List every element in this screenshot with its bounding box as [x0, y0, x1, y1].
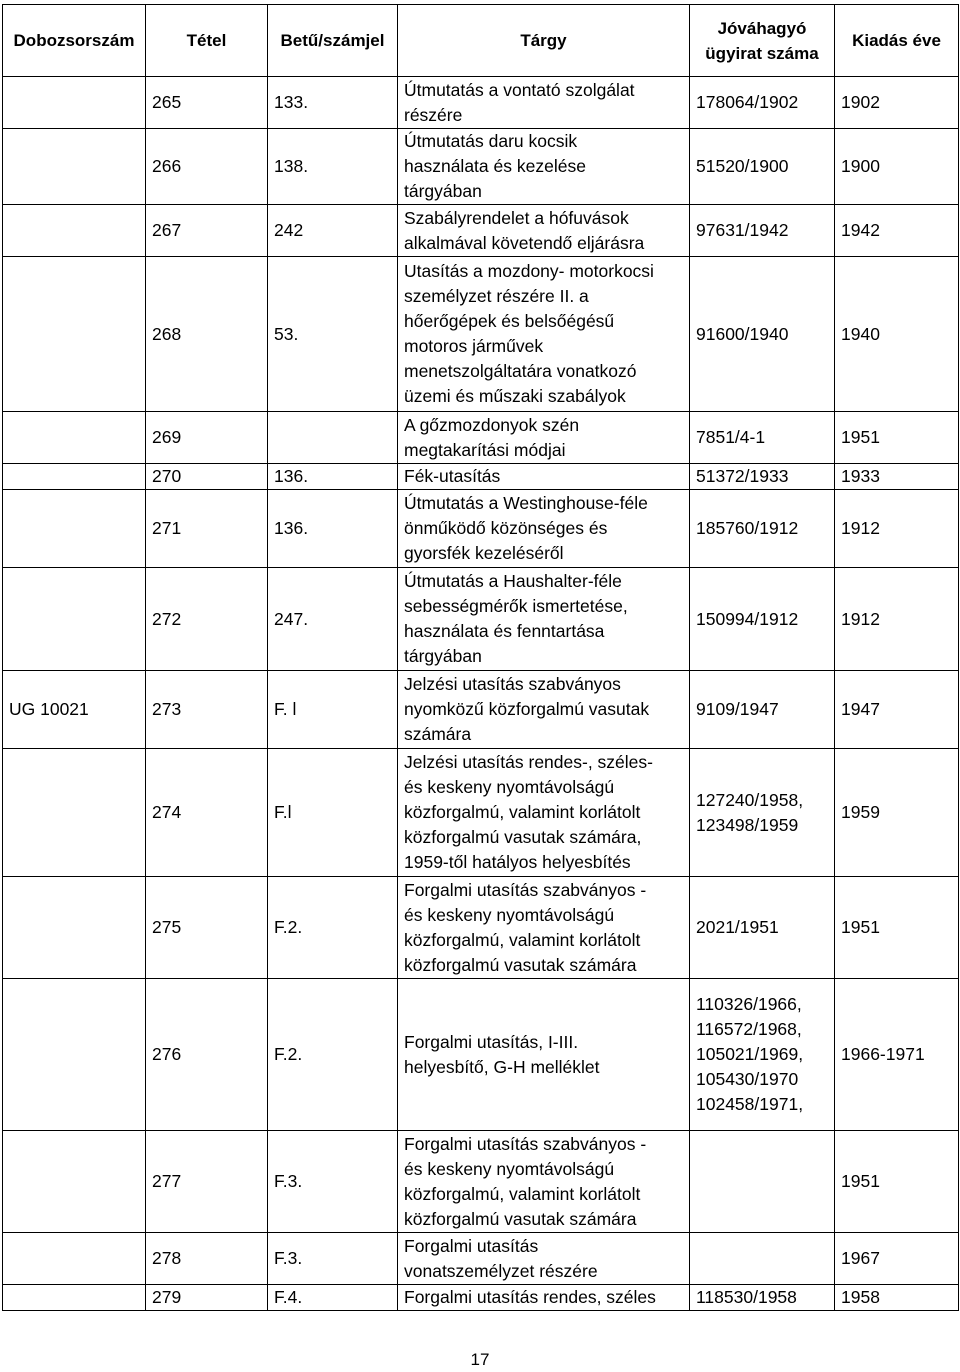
cell-box: UG 10021: [3, 671, 146, 749]
cell-code: 133.: [268, 77, 398, 129]
cell-subject: Jelzési utasítás rendes-, széles- és keskeny nyomtávolságú közforgalmú, valamint korlátolt közforgalmú vasutak számára, 1959-től hatályos helyesbítés: [398, 749, 690, 877]
cell-box: [3, 877, 146, 979]
cell-year: 1912: [835, 490, 959, 568]
cell-item: 279: [146, 1285, 268, 1311]
cell-year: 1959: [835, 749, 959, 877]
cell-ref: 9109/1947: [690, 671, 835, 749]
cell-year: 1966-1971: [835, 979, 959, 1131]
table-row: [3, 490, 959, 568]
cell-code: F.4.: [268, 1285, 398, 1311]
page-number: 17: [470, 1350, 490, 1369]
cell-item: 270: [146, 464, 268, 490]
cell-ref: 51372/1933: [690, 464, 835, 490]
cell-year: 1958: [835, 1285, 959, 1311]
cell-code: 138.: [268, 129, 398, 205]
cell-subject: Utasítás a mozdony- motorkocsi személyzet részére II. a hőerőgépek és belsőégésű motoros járművek menetszolgáltatára vonatkozó üzemi és műszaki szabályok: [398, 257, 690, 412]
cell-ref: 185760/1912: [690, 490, 835, 568]
cell-subject: Forgalmi utasítás szabványos - és keskeny nyomtávolságú közforgalmú, valamint korlátolt közforgalmú vasutak számára: [398, 877, 690, 979]
cell-subject: Forgalmi utasítás rendes, széles: [398, 1285, 690, 1311]
cell-code: 242: [268, 205, 398, 257]
cell-item: 278: [146, 1233, 268, 1285]
cell-ref: 178064/1902: [690, 77, 835, 129]
cell-year: 1951: [835, 877, 959, 979]
cell-item: 267: [146, 205, 268, 257]
cell-year: 1967: [835, 1233, 959, 1285]
cell-box: [3, 1233, 146, 1285]
cell-subject: Forgalmi utasítás, I-III. helyesbítő, G-H melléklet: [398, 979, 690, 1131]
cell-subject: Forgalmi utasítás vonatszemélyzet részére: [398, 1233, 690, 1285]
table-row: [3, 877, 959, 979]
table-row: [3, 129, 959, 205]
cell-item: 275: [146, 877, 268, 979]
cell-code: F. l: [268, 671, 398, 749]
cell-subject: Útmutatás a Westinghouse-féle önműködő közönséges és gyorsfék kezeléséről: [398, 490, 690, 568]
register-table: [2, 4, 959, 1311]
cell-item: 272: [146, 568, 268, 671]
cell-code: F.3.: [268, 1131, 398, 1233]
header-year: Kiadás éve: [835, 5, 959, 77]
cell-box: [3, 464, 146, 490]
cell-ref: [690, 1233, 835, 1285]
header-subject: Tárgy: [398, 5, 690, 77]
cell-subject: A gőzmozdonyok szén megtakarítási módjai: [398, 412, 690, 464]
cell-item: 265: [146, 77, 268, 129]
cell-code: 136.: [268, 490, 398, 568]
cell-subject: Szabályrendelet a hófuvások alkalmával követendő eljárásra: [398, 205, 690, 257]
table-row: [3, 257, 959, 412]
cell-box: [3, 412, 146, 464]
cell-item: 269: [146, 412, 268, 464]
cell-year: 1951: [835, 1131, 959, 1233]
cell-subject: Útmutatás a Haushalter-féle sebességmérők ismertetése, használata és fenntartása tárgyában: [398, 568, 690, 671]
cell-year: 1947: [835, 671, 959, 749]
cell-year: 1940: [835, 257, 959, 412]
cell-ref: 97631/1942: [690, 205, 835, 257]
cell-ref: 7851/4-1: [690, 412, 835, 464]
table-row: [3, 77, 959, 129]
header-row: [3, 5, 959, 77]
cell-ref: 118530/1958: [690, 1285, 835, 1311]
cell-code: 53.: [268, 257, 398, 412]
cell-year: 1942: [835, 205, 959, 257]
cell-ref: 2021/1951: [690, 877, 835, 979]
cell-item: 274: [146, 749, 268, 877]
table-row: [3, 1233, 959, 1285]
cell-item: 271: [146, 490, 268, 568]
cell-box: [3, 1285, 146, 1311]
cell-ref: 91600/1940: [690, 257, 835, 412]
cell-box: [3, 749, 146, 877]
cell-box: [3, 205, 146, 257]
table-row: [3, 1285, 959, 1311]
cell-year: 1900: [835, 129, 959, 205]
table-row: [3, 568, 959, 671]
cell-code: F.3.: [268, 1233, 398, 1285]
table-body: [3, 77, 959, 1311]
cell-code: F.2.: [268, 877, 398, 979]
cell-box: [3, 1131, 146, 1233]
cell-subject: Fék-utasítás: [398, 464, 690, 490]
cell-year: 1933: [835, 464, 959, 490]
cell-ref: 51520/1900: [690, 129, 835, 205]
cell-box: [3, 979, 146, 1131]
cell-subject: Jelzési utasítás szabványos nyomközű közforgalmú vasutak számára: [398, 671, 690, 749]
cell-code: F.l: [268, 749, 398, 877]
table-row: [3, 979, 959, 1131]
table-row: [3, 464, 959, 490]
cell-box: [3, 568, 146, 671]
table-row: [3, 749, 959, 877]
header-box: Dobozsorszám: [3, 5, 146, 77]
cell-item: 268: [146, 257, 268, 412]
cell-code: 247.: [268, 568, 398, 671]
cell-item: 276: [146, 979, 268, 1131]
cell-box: [3, 77, 146, 129]
cell-ref: 127240/1958, 123498/1959: [690, 749, 835, 877]
cell-subject: Forgalmi utasítás szabványos - és keskeny nyomtávolságú közforgalmú, valamint korlátolt közforgalmú vasutak számára: [398, 1131, 690, 1233]
table-row: [3, 412, 959, 464]
header-ref: Jóváhagyó ügyirat száma: [690, 5, 835, 77]
cell-item: 277: [146, 1131, 268, 1233]
cell-item: 266: [146, 129, 268, 205]
cell-item: 273: [146, 671, 268, 749]
cell-box: [3, 129, 146, 205]
cell-year: 1902: [835, 77, 959, 129]
table-row: [3, 205, 959, 257]
cell-year: 1912: [835, 568, 959, 671]
cell-code: 136.: [268, 464, 398, 490]
cell-box: [3, 490, 146, 568]
cell-ref: 150994/1912: [690, 568, 835, 671]
cell-subject: Útmutatás daru kocsik használata és kezelése tárgyában: [398, 129, 690, 205]
header-code: Betű/számjel: [268, 5, 398, 77]
table-row: [3, 1131, 959, 1233]
header-item: Tétel: [146, 5, 268, 77]
cell-subject: Útmutatás a vontató szolgálat részére: [398, 77, 690, 129]
cell-box: [3, 257, 146, 412]
cell-code: F.2.: [268, 979, 398, 1131]
table-row: [3, 671, 959, 749]
cell-ref: 110326/1966, 116572/1968, 105021/1969, 105430/1970 102458/1971,: [690, 979, 835, 1131]
cell-ref: [690, 1131, 835, 1233]
cell-code: [268, 412, 398, 464]
cell-year: 1951: [835, 412, 959, 464]
